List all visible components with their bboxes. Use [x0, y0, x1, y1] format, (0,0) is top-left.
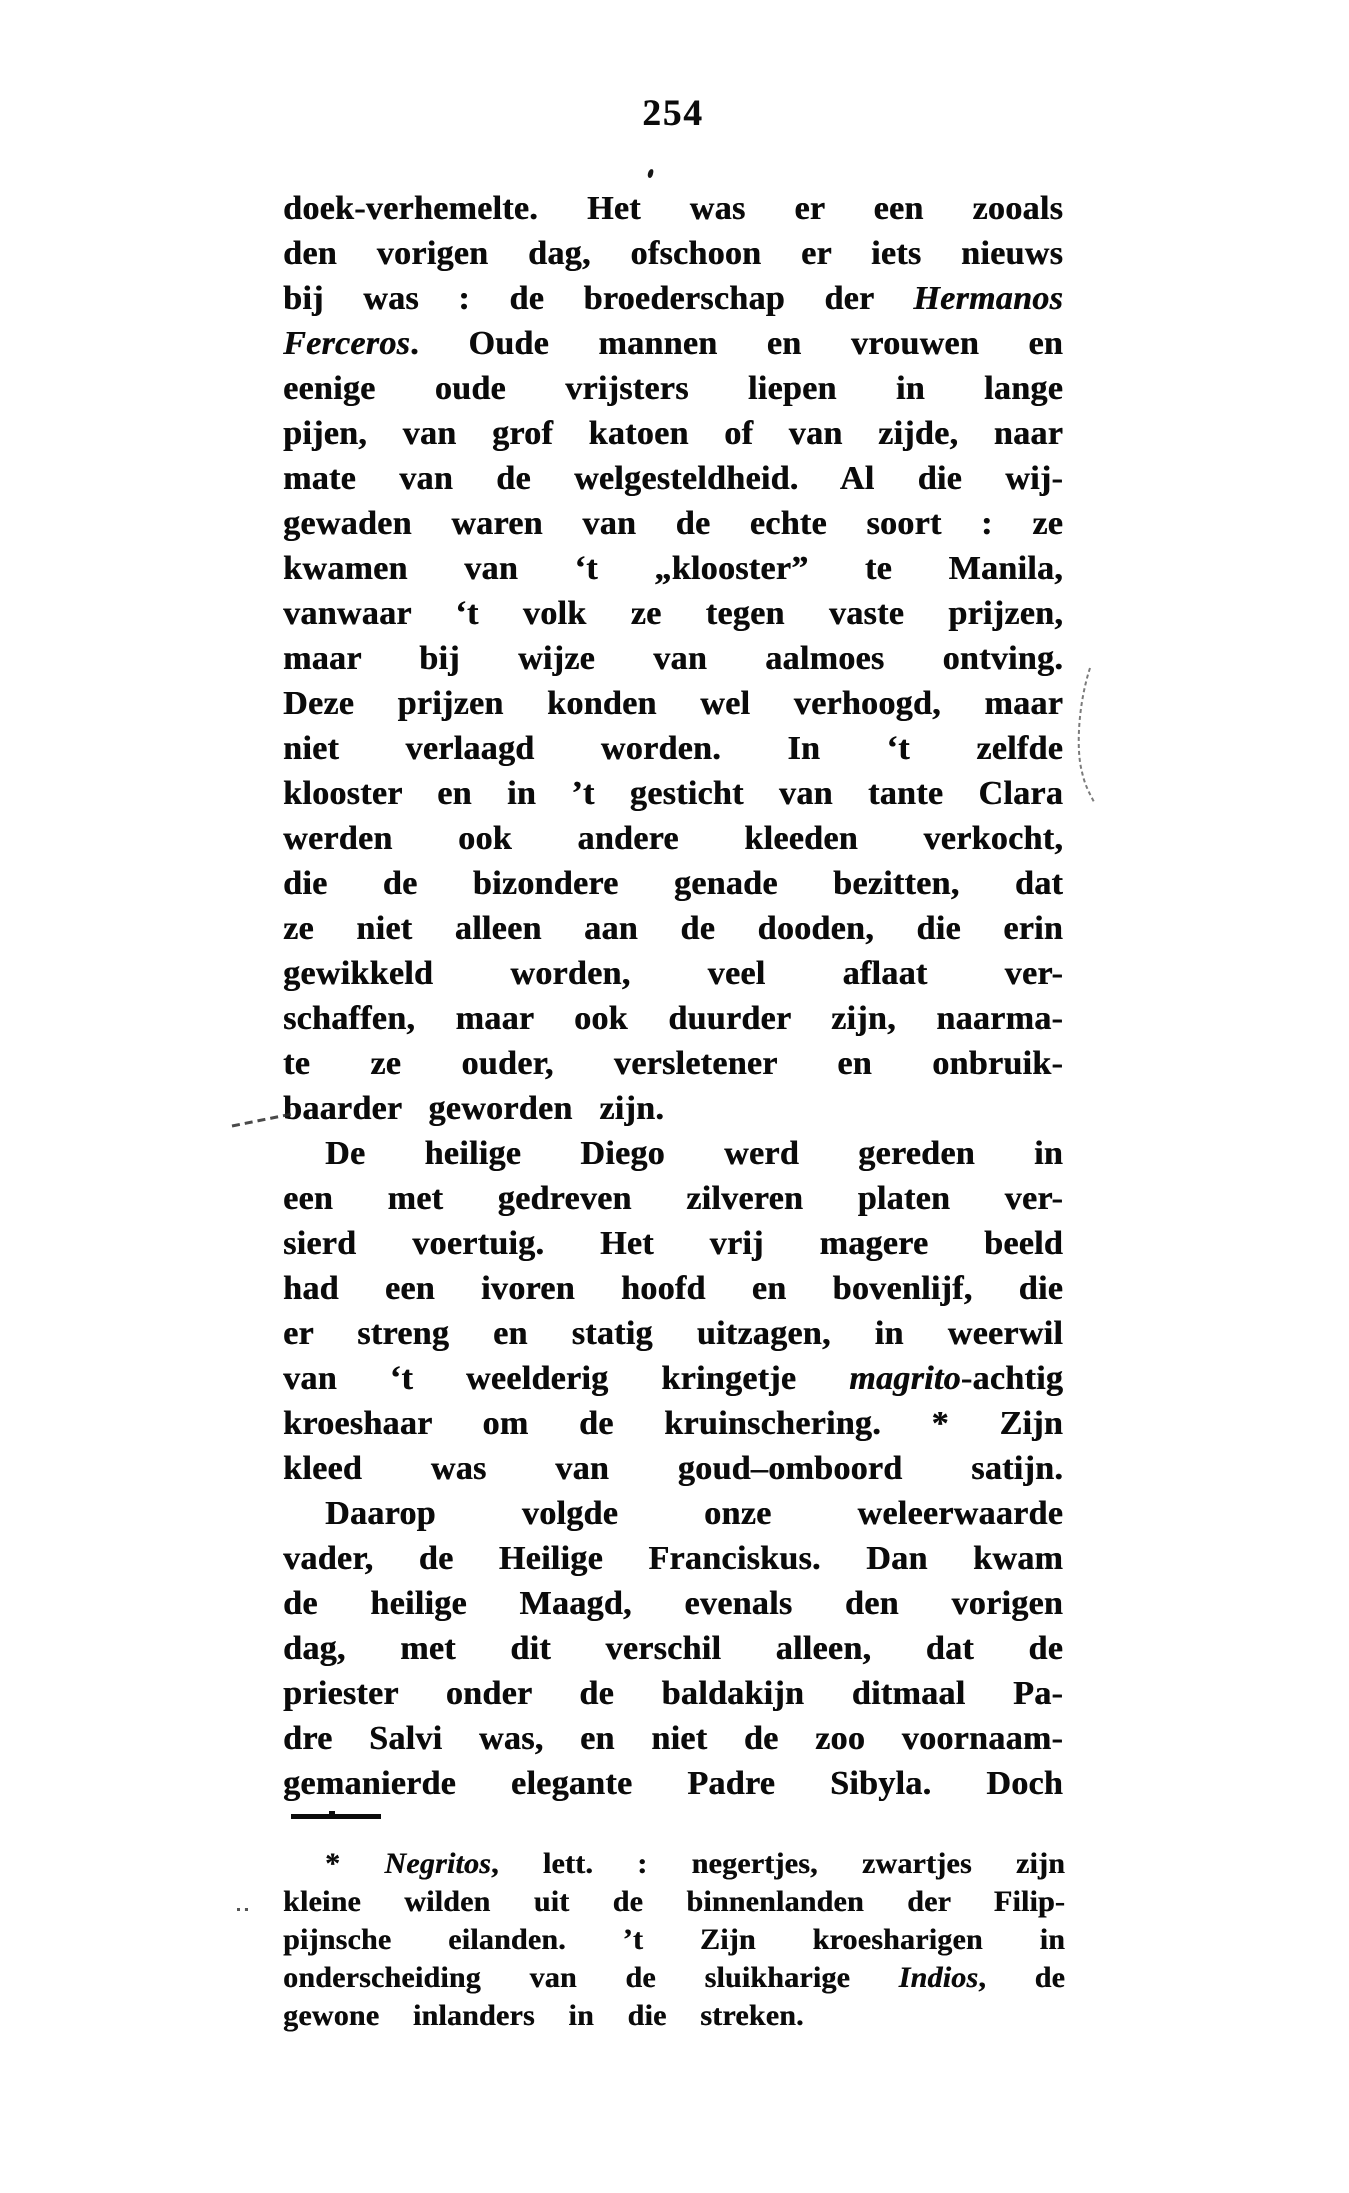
text-line — [283, 1266, 1063, 1311]
text-line — [283, 1086, 1063, 1131]
text-segment: dre Salvi was, en niet de zoo voornaam- — [283, 1720, 1063, 1757]
text-segment: , de — [978, 1961, 1065, 1994]
text-line — [283, 681, 1063, 726]
text-line — [283, 636, 1063, 681]
text-segment: eenige oude vrijsters liepen in lange — [283, 370, 1063, 407]
text-line — [283, 186, 1063, 231]
text-line — [283, 726, 1063, 771]
text-line — [283, 1581, 1063, 1626]
text-segment: vanwaar ‘t volk ze tegen vaste prijzen, — [283, 595, 1063, 632]
italic-text-segment: Indios — [898, 1961, 979, 1994]
text-line — [283, 951, 1063, 996]
text-segment: Daarop volgde onze weleerwaarde — [325, 1495, 1063, 1532]
text-line — [283, 501, 1063, 546]
italic-text-segment: Negritos — [384, 1847, 491, 1880]
text-segment: gewone inlanders in die streken. — [283, 1999, 804, 2032]
pencil-dash-margin-mark — [230, 1104, 296, 1130]
text-segment: mate van de welgesteldheid. Al die wij- — [283, 460, 1063, 497]
text-line — [283, 1883, 1065, 1921]
italic-text-segment: Hermanos — [913, 280, 1063, 317]
ink-speck — [647, 169, 654, 179]
text-segment: pijnsche eilanden. ’t Zijn kroesharigen in — [283, 1923, 1065, 1956]
text-line — [283, 1921, 1065, 1959]
text-segment: gewikkeld worden, veel aflaat ver- — [283, 955, 1063, 992]
text-segment: had een ivoren hoofd en bovenlijf, die — [283, 1270, 1063, 1307]
text-line — [283, 1761, 1063, 1806]
text-line — [283, 546, 1063, 591]
text-line — [283, 1041, 1063, 1086]
text-line — [283, 1401, 1063, 1446]
text-segment: , lett. : negertjes, zwartjes zijn — [491, 1847, 1065, 1880]
text-segment: die de bizondere genade bezitten, dat — [283, 865, 1063, 902]
text-segment: . Oude mannen en vrouwen en — [410, 325, 1063, 362]
text-segment: gemanierde elegante Padre Sibyla. Doch — [283, 1765, 1063, 1802]
text-line — [283, 1131, 1063, 1176]
text-line — [283, 996, 1063, 1041]
text-segment: -achtig — [960, 1360, 1063, 1397]
text-line — [283, 1845, 1065, 1883]
text-segment: kroeshaar om de kruinschering. * Zijn — [283, 1405, 1063, 1442]
text-segment: kwamen van ‘t „klooster” te Manila, — [283, 550, 1063, 587]
text-line — [283, 1716, 1063, 1761]
text-line — [283, 1311, 1063, 1356]
text-segment: den vorigen dag, ofschoon er iets nieuws — [283, 235, 1063, 272]
text-segment: werden ook andere kleeden verkocht, — [283, 820, 1063, 857]
text-line — [283, 231, 1063, 276]
italic-text-segment: magrito — [849, 1360, 961, 1397]
page-number: 254 — [642, 93, 704, 134]
text-segment: gewaden waren van de echte soort : ze — [283, 505, 1063, 542]
footnote-separator — [291, 1814, 381, 1819]
text-segment: onderscheiding van de sluikharige — [283, 1961, 899, 1994]
text-segment: kleine wilden uit de binnenlanden der Filip- — [283, 1885, 1065, 1918]
text-segment: priester onder de baldakijn ditmaal Pa- — [283, 1675, 1063, 1712]
text-line — [283, 1959, 1065, 1997]
text-line — [283, 366, 1063, 411]
text-segment: een met gedreven zilveren platen ver- — [283, 1180, 1063, 1217]
text-line — [283, 1997, 1065, 2035]
text-segment: pijen, van grof katoen of van zijde, naar — [283, 415, 1063, 452]
text-segment: De heilige Diego werd gereden in — [325, 1135, 1063, 1172]
text-line — [283, 1176, 1063, 1221]
text-line — [283, 1221, 1063, 1266]
pencil-arc-margin-mark — [1070, 660, 1102, 810]
text-line — [283, 411, 1063, 456]
text-segment: sierd voertuig. Het vrij magere beeld — [283, 1225, 1063, 1262]
text-segment: klooster en in ’t gesticht van tante Clara — [283, 775, 1063, 812]
text-segment: schaffen, maar ook duurder zijn, naarma- — [283, 1000, 1063, 1037]
text-line — [283, 276, 1063, 321]
text-line — [283, 1536, 1063, 1581]
text-line — [283, 1671, 1063, 1716]
body-text — [283, 186, 1063, 1806]
text-segment: ze niet alleen aan de dooden, die erin — [283, 910, 1063, 947]
text-line — [283, 1356, 1063, 1401]
text-line — [283, 1491, 1063, 1536]
ink-speck — [237, 1908, 248, 1911]
text-segment: baarder geworden zijn. — [283, 1090, 664, 1127]
text-segment: Deze prijzen konden wel verhoogd, maar — [283, 685, 1063, 722]
text-line — [283, 1446, 1063, 1491]
text-segment: doek-verhemelte. Het was er een zooals — [283, 190, 1063, 227]
text-line — [283, 816, 1063, 861]
text-segment: maar bij wijze van aalmoes ontving. — [283, 640, 1063, 677]
text-segment: bij was : de broederschap der — [283, 280, 914, 317]
text-segment: vader, de Heilige Franciskus. Dan kwam — [283, 1540, 1063, 1577]
text-segment: er streng en statig uitzagen, in weerwil — [283, 1315, 1063, 1352]
text-segment: te ze ouder, versletener en onbruik- — [283, 1045, 1063, 1082]
text-segment: de heilige Maagd, evenals den vorigen — [283, 1585, 1063, 1622]
text-line — [283, 321, 1063, 366]
text-line — [283, 861, 1063, 906]
text-line — [283, 906, 1063, 951]
text-segment: dag, met dit verschil alleen, dat de — [283, 1630, 1063, 1667]
text-segment: * — [325, 1847, 385, 1880]
text-line — [283, 591, 1063, 636]
text-line — [283, 456, 1063, 501]
text-segment: kleed was van goud–omboord satijn. — [283, 1450, 1063, 1487]
text-line — [283, 771, 1063, 816]
text-segment: van ‘t weelderig kringetje — [283, 1360, 850, 1397]
footnote-text — [283, 1845, 1065, 2035]
text-line — [283, 1626, 1063, 1671]
text-segment: niet verlaagd worden. In ‘t zelfde — [283, 730, 1063, 767]
italic-text-segment: Ferceros — [283, 325, 411, 362]
